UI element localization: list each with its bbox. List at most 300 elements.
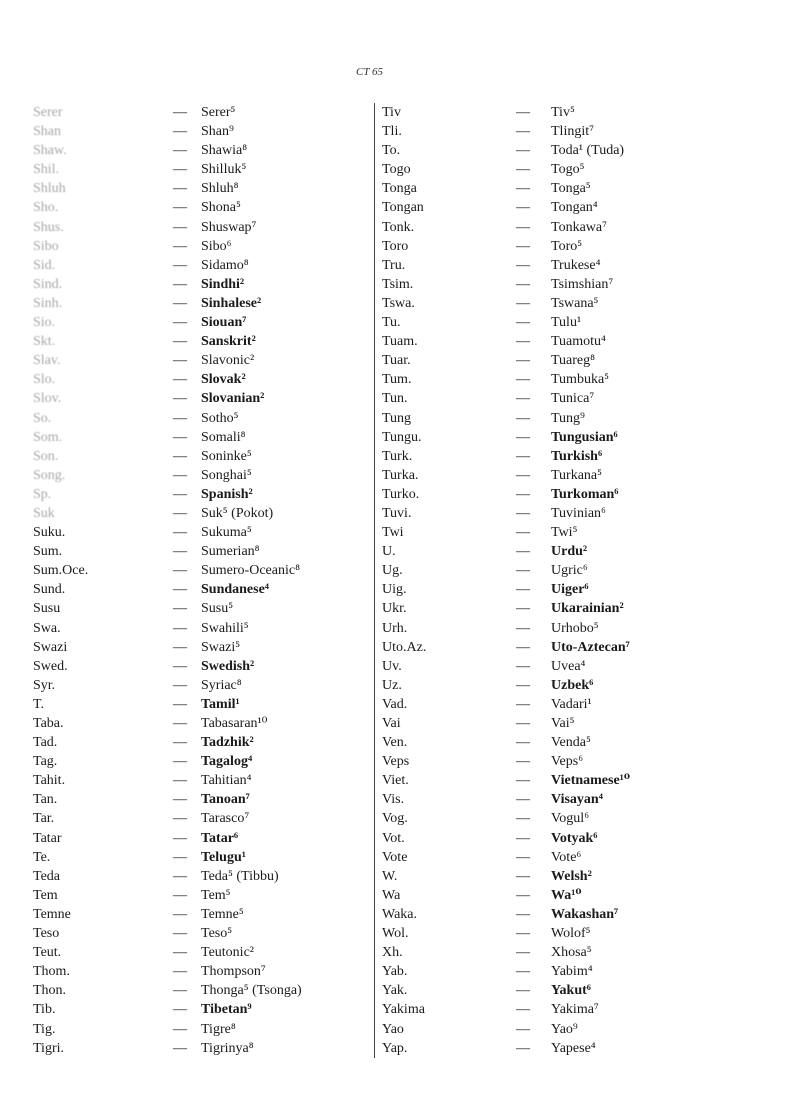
entry-row: [33, 256, 368, 275]
entry-row: [33, 237, 368, 256]
language-name: Tungusian⁶: [551, 429, 618, 445]
entry-row: [382, 599, 772, 618]
language-name: Tulu¹: [551, 315, 582, 331]
language-name: Toda¹ (Tuda): [551, 143, 625, 159]
dash-separator: —: [516, 372, 530, 388]
abbreviation: Yak.: [382, 983, 408, 999]
abbreviation: Taba.: [33, 716, 64, 731]
abbreviation: Susu: [33, 601, 61, 617]
language-name: Trukese⁴: [551, 257, 601, 273]
abbreviation: Sum.: [33, 544, 63, 560]
dash-separator: —: [516, 926, 530, 942]
entry-row: [382, 447, 772, 466]
abbreviation: Uz.: [382, 677, 402, 693]
entry-row: [382, 695, 772, 714]
dash-separator: —: [173, 353, 187, 369]
entry-row: [382, 657, 772, 676]
entry-row: [382, 867, 772, 886]
dash-separator: —: [516, 983, 530, 999]
language-name: Togo⁵: [551, 162, 585, 178]
abbreviation: Sibo: [33, 238, 59, 254]
dash-separator: —: [173, 964, 187, 980]
entry-row: [33, 1039, 368, 1058]
dash-separator: —: [516, 353, 530, 369]
dash-separator: —: [173, 544, 187, 560]
abbreviation: Tli.: [382, 124, 402, 140]
language-name: Sidamo⁸: [201, 257, 249, 273]
dash-separator: —: [516, 525, 530, 541]
entry-row: [33, 447, 368, 466]
entry-row: [382, 733, 772, 752]
abbreviation: Toro: [382, 238, 409, 254]
entry-row: [382, 561, 772, 580]
language-name: Temne⁵: [201, 906, 244, 922]
dash-separator: —: [173, 238, 187, 254]
language-name: Sanskrit²: [201, 334, 256, 350]
language-name: Slovak²: [201, 372, 246, 388]
dash-separator: —: [516, 887, 530, 903]
dash-separator: —: [173, 754, 187, 770]
abbreviation: Tad.: [33, 735, 58, 751]
language-name: Songhai⁵: [201, 467, 252, 483]
abbreviation: U.: [382, 544, 396, 560]
abbreviation: Sid.: [33, 257, 56, 273]
dash-separator: —: [516, 582, 530, 598]
language-name: Tigre⁸: [201, 1021, 236, 1037]
entry-row: [33, 409, 368, 428]
abbreviation: Tig.: [33, 1021, 56, 1037]
language-name: Ugric⁶: [551, 563, 588, 579]
entry-row: [382, 332, 772, 351]
entry-row: [33, 790, 368, 809]
language-name: Teso⁵: [201, 926, 233, 942]
entry-row: [33, 599, 368, 618]
dash-separator: —: [516, 181, 530, 197]
entry-row: [33, 943, 368, 962]
entry-row: [382, 676, 772, 695]
language-name: Shan⁹: [201, 124, 234, 140]
dash-separator: —: [516, 735, 530, 751]
language-name: Tlingit⁷: [551, 124, 594, 140]
language-name: Tibetan⁹: [201, 1002, 252, 1018]
entry-row: [33, 886, 368, 905]
dash-separator: —: [516, 410, 530, 426]
entry-row: [33, 752, 368, 771]
abbreviation: Vog.: [382, 811, 408, 827]
dash-separator: —: [516, 143, 530, 159]
language-name: Vote⁶: [551, 849, 582, 865]
abbreviation: Vote: [382, 849, 408, 865]
dash-separator: —: [173, 677, 187, 693]
entry-row: [382, 141, 772, 160]
dash-separator: —: [173, 372, 187, 388]
dash-separator: —: [516, 505, 530, 521]
dash-separator: —: [516, 830, 530, 846]
abbreviation: Tungu.: [382, 429, 422, 445]
abbreviation: Serer: [33, 105, 63, 120]
entry-row: [382, 619, 772, 638]
abbreviation: Sp.: [33, 486, 52, 502]
language-name: Uto-Aztecan⁷: [551, 639, 630, 655]
entry-row: [382, 218, 772, 237]
language-name: Yapese⁴: [551, 1040, 596, 1056]
entry-row: [382, 351, 772, 370]
dash-separator: —: [516, 620, 530, 636]
dash-separator: —: [173, 200, 187, 216]
entry-row: [33, 638, 368, 657]
entry-row: [382, 943, 772, 962]
dash-separator: —: [173, 448, 187, 464]
dash-separator: —: [173, 525, 187, 541]
entry-row: [33, 981, 368, 1000]
dash-separator: —: [516, 696, 530, 712]
entry-row: [382, 160, 772, 179]
dash-separator: —: [516, 1002, 530, 1018]
entry-row: [382, 962, 772, 981]
dash-separator: —: [173, 1040, 187, 1056]
dash-separator: —: [516, 1021, 530, 1037]
entry-row: [33, 905, 368, 924]
entry-row: [382, 1000, 772, 1019]
dash-separator: —: [516, 945, 530, 961]
language-name: Spanish²: [201, 486, 253, 502]
language-name: Tigrinya⁸: [201, 1040, 254, 1056]
abbreviation: Suk: [33, 505, 55, 521]
dash-separator: —: [173, 830, 187, 846]
language-name: Votyak⁶: [551, 830, 598, 846]
dash-separator: —: [516, 716, 530, 731]
language-name: Siouan⁷: [201, 315, 247, 331]
entry-row: [33, 160, 368, 179]
entry-row: [33, 122, 368, 141]
entry-row: [33, 714, 368, 733]
abbreviation: Sind.: [33, 276, 63, 292]
dash-separator: —: [173, 181, 187, 197]
abbreviation: Tahit.: [33, 773, 66, 789]
language-name: Tabasaran¹⁰: [201, 716, 268, 731]
dash-separator: —: [173, 792, 187, 808]
language-name: Telugu¹: [201, 849, 246, 865]
language-name: Thompson⁷: [201, 964, 266, 980]
entry-row: [382, 1020, 772, 1039]
dash-separator: —: [173, 945, 187, 961]
abbreviation: Teso: [33, 926, 60, 942]
entry-row: [33, 1020, 368, 1039]
dash-separator: —: [516, 467, 530, 483]
entry-row: [33, 561, 368, 580]
language-name: Sinhalese²: [201, 295, 262, 311]
abbreviation: Yap.: [382, 1040, 408, 1056]
abbreviation: Tan.: [33, 792, 58, 808]
entry-row: [33, 504, 368, 523]
abbreviation: Tib.: [33, 1002, 56, 1018]
entry-row: [33, 275, 368, 294]
abbreviation: Tatar: [33, 830, 62, 846]
entry-row: [382, 771, 772, 790]
dash-separator: —: [516, 849, 530, 865]
dash-separator: —: [173, 868, 187, 884]
abbreviation: Teut.: [33, 945, 62, 961]
abbreviation: Vis.: [382, 792, 405, 808]
entry-row: [33, 294, 368, 313]
language-name: Tuamotu⁴: [551, 334, 606, 350]
language-name: Tahitian⁴: [201, 773, 252, 789]
dash-separator: —: [173, 658, 187, 674]
entry-row: [382, 466, 772, 485]
entry-row: [382, 409, 772, 428]
entry-row: [382, 848, 772, 867]
language-name: Tarasco⁷: [201, 811, 250, 827]
dash-separator: —: [173, 887, 187, 903]
abbreviation: Sum.Oce.: [33, 563, 89, 579]
dash-separator: —: [173, 926, 187, 942]
entry-row: [33, 542, 368, 561]
abbreviation: Te.: [33, 849, 51, 865]
entry-row: [33, 733, 368, 752]
right-column: [382, 103, 772, 1058]
dash-separator: —: [516, 964, 530, 980]
abbreviation: Uto.Az.: [382, 639, 427, 655]
entry-row: [33, 141, 368, 160]
language-name: Vadari¹: [551, 696, 592, 712]
abbreviation: To.: [382, 143, 401, 159]
entry-row: [382, 389, 772, 408]
dash-separator: —: [173, 391, 187, 407]
abbreviation: Tuar.: [382, 353, 411, 369]
entry-row: [33, 485, 368, 504]
language-name: Susu⁵: [201, 601, 234, 617]
language-name: Tagalog⁴: [201, 754, 253, 770]
abbreviation: Tsim.: [382, 276, 414, 292]
entry-row: [382, 924, 772, 943]
dash-separator: —: [173, 410, 187, 426]
abbreviation: Wol.: [382, 926, 409, 942]
dash-separator: —: [516, 105, 530, 120]
language-name: Sibo⁶: [201, 238, 232, 254]
language-name: Turkish⁶: [551, 448, 603, 464]
dash-separator: —: [516, 486, 530, 502]
language-name: Uiger⁶: [551, 582, 589, 598]
entry-row: [33, 771, 368, 790]
language-name: Urhobo⁵: [551, 620, 599, 636]
dash-separator: —: [173, 143, 187, 159]
dash-separator: —: [516, 544, 530, 560]
entry-row: [33, 428, 368, 447]
abbreviation: Tuvi.: [382, 505, 412, 521]
language-name: Tatar⁶: [201, 830, 239, 846]
dash-separator: —: [516, 811, 530, 827]
dash-separator: —: [173, 1021, 187, 1037]
language-name: Shona⁵: [201, 200, 241, 216]
entry-row: [33, 389, 368, 408]
dash-separator: —: [516, 754, 530, 770]
language-name: Yakut⁶: [551, 983, 591, 999]
dash-separator: —: [173, 811, 187, 827]
entry-row: [382, 829, 772, 848]
dash-separator: —: [173, 276, 187, 292]
language-name: Sukuma⁵: [201, 525, 252, 541]
abbreviation: Yab.: [382, 964, 408, 980]
dash-separator: —: [516, 295, 530, 311]
entry-row: [33, 580, 368, 599]
abbreviation: Waka.: [382, 906, 418, 922]
abbreviation: Tongan: [382, 200, 424, 216]
language-name: Thonga⁵ (Tsonga): [201, 983, 302, 999]
abbreviation: Sund.: [33, 582, 66, 598]
language-name: Sindhi²: [201, 276, 245, 292]
dash-separator: —: [173, 696, 187, 712]
abbreviation: Tum.: [382, 372, 412, 388]
abbreviation: Yakima: [382, 1002, 425, 1018]
abbreviation: Tonk.: [382, 219, 415, 235]
dash-separator: —: [516, 906, 530, 922]
abbreviation: Suku.: [33, 525, 66, 541]
entry-row: [33, 657, 368, 676]
entry-row: [33, 867, 368, 886]
entry-row: [33, 676, 368, 695]
entry-row: [33, 332, 368, 351]
language-name: Tuvinian⁶: [551, 505, 606, 521]
abbreviation: Vot.: [382, 830, 405, 846]
dash-separator: —: [173, 467, 187, 483]
dash-separator: —: [173, 162, 187, 178]
entry-row: [382, 1039, 772, 1058]
dash-separator: —: [173, 295, 187, 311]
entry-row: [382, 313, 772, 332]
language-name: Ukarainian²: [551, 601, 624, 617]
language-name: Yabim⁴: [551, 964, 593, 980]
abbreviation: Sho.: [33, 200, 59, 216]
dash-separator: —: [516, 124, 530, 140]
language-name: Tonkawa⁷: [551, 219, 607, 235]
language-name: Serer⁵: [201, 105, 236, 120]
language-name: Slavonic²: [201, 353, 255, 369]
entry-row: [382, 886, 772, 905]
abbreviation: Veps: [382, 754, 410, 770]
entry-row: [33, 924, 368, 943]
language-name: Welsh²: [551, 868, 592, 884]
abbreviation: Ug.: [382, 563, 403, 579]
abbreviation: Shil.: [33, 162, 60, 178]
language-name: Tonga⁵: [551, 181, 591, 197]
entry-row: [33, 179, 368, 198]
entry-row: [33, 695, 368, 714]
dash-separator: —: [173, 257, 187, 273]
abbreviation: Uig.: [382, 582, 407, 598]
language-name: Shawia⁸: [201, 143, 248, 159]
entry-row: [382, 905, 772, 924]
language-name: Wa¹⁰: [551, 887, 582, 903]
abbreviation: Swazi: [33, 639, 68, 655]
abbreviation: Tun.: [382, 391, 408, 407]
abbreviation: Viet.: [382, 773, 409, 789]
language-name: Slovanian²: [201, 391, 265, 407]
language-name: Tongan⁴: [551, 200, 598, 216]
dash-separator: —: [173, 849, 187, 865]
abbreviation: Thom.: [33, 964, 70, 980]
entry-row: [382, 370, 772, 389]
language-name: Tung⁹: [551, 410, 585, 426]
abbreviation: Vad.: [382, 696, 408, 712]
dash-separator: —: [173, 219, 187, 235]
dash-separator: —: [516, 773, 530, 789]
abbreviation: Slo.: [33, 372, 56, 388]
language-name: Yao⁹: [551, 1021, 578, 1037]
entry-row: [33, 809, 368, 828]
abbreviation: Urh.: [382, 620, 408, 636]
abbreviation: Ukr.: [382, 601, 407, 617]
abbreviation: W.: [382, 868, 398, 884]
abbreviation: Slov.: [33, 391, 62, 407]
abbreviation: Song.: [33, 467, 66, 483]
dash-separator: —: [516, 200, 530, 216]
entry-row: [33, 848, 368, 867]
abbreviation: T.: [33, 696, 45, 712]
entry-row: [33, 370, 368, 389]
entry-row: [33, 466, 368, 485]
abbreviation: Tuam.: [382, 334, 418, 350]
dash-separator: —: [173, 601, 187, 617]
abbreviation: Tu.: [382, 315, 401, 331]
language-name: Vai⁵: [551, 716, 575, 731]
language-name: Turkoman⁶: [551, 486, 619, 502]
language-name: Vogul⁶: [551, 811, 590, 827]
dash-separator: —: [516, 257, 530, 273]
language-name: Shuswap⁷: [201, 219, 257, 235]
abbreviation: Skt.: [33, 334, 56, 350]
language-name: Shilluk⁵: [201, 162, 247, 178]
abbreviation: Tiv: [382, 105, 401, 120]
dash-separator: —: [516, 334, 530, 350]
abbreviation: Slav.: [33, 353, 61, 369]
entry-row: [33, 523, 368, 542]
abbreviation: Tung: [382, 410, 412, 426]
entry-row: [382, 809, 772, 828]
dash-separator: —: [173, 334, 187, 350]
dash-separator: —: [516, 658, 530, 674]
dash-separator: —: [516, 219, 530, 235]
abbreviation: Turko.: [382, 486, 420, 502]
language-name: Tamil¹: [201, 696, 240, 712]
abbreviation: Uv.: [382, 658, 402, 674]
dash-separator: —: [173, 486, 187, 502]
abbreviation: Ven.: [382, 735, 408, 751]
abbreviation: Tem: [33, 887, 58, 903]
language-name: Yakima⁷: [551, 1002, 599, 1018]
dash-separator: —: [516, 238, 530, 254]
abbreviation: Shus.: [33, 219, 64, 235]
dash-separator: —: [516, 1040, 530, 1056]
dash-separator: —: [516, 315, 530, 331]
dash-separator: —: [173, 105, 187, 120]
entry-row: [382, 237, 772, 256]
entry-row: [382, 179, 772, 198]
entry-row: [33, 218, 368, 237]
dash-separator: —: [516, 563, 530, 579]
language-name: Tadzhik²: [201, 735, 254, 751]
entry-row: [33, 198, 368, 217]
dash-separator: —: [173, 906, 187, 922]
dash-separator: —: [173, 124, 187, 140]
abbreviation: Syr.: [33, 677, 56, 693]
language-name: Somali⁸: [201, 429, 246, 445]
abbreviation: Twi: [382, 525, 404, 541]
dash-separator: —: [516, 276, 530, 292]
language-name: Suk⁵ (Pokot): [201, 505, 274, 521]
dash-separator: —: [516, 677, 530, 693]
dash-separator: —: [516, 162, 530, 178]
language-name: Venda⁵: [551, 735, 591, 751]
